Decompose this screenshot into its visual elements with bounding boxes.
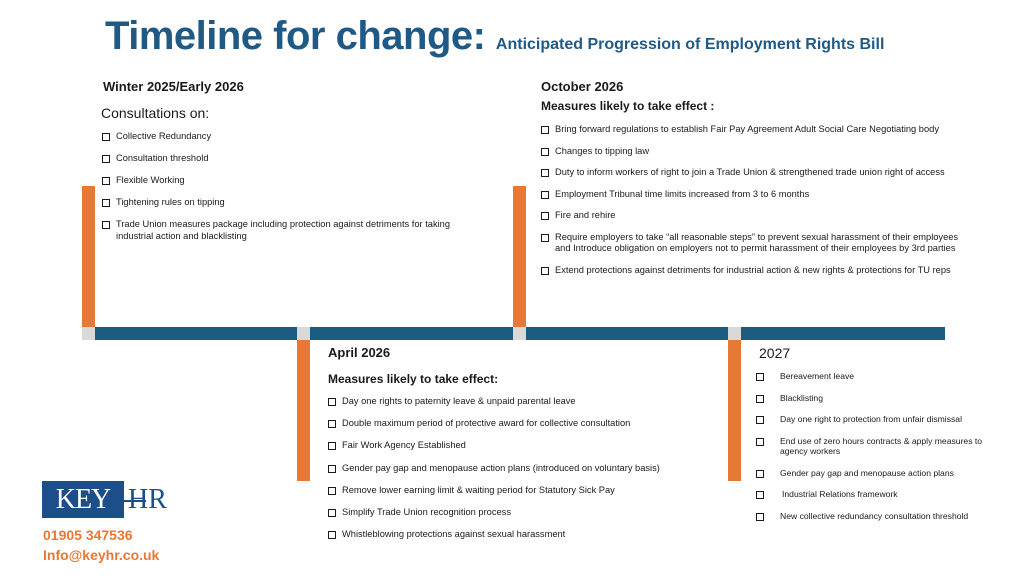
y2027-list: [756, 371, 1006, 521]
timeline-post-april: [297, 340, 310, 481]
checkbox-icon: [328, 487, 336, 495]
checkbox-icon: [756, 373, 764, 381]
winter-list: [102, 131, 472, 242]
april-subheading: Measures likely to take effect:: [328, 372, 499, 386]
checkbox-icon: [102, 221, 110, 229]
list-item: Day one rights to paternity leave & unpaid parental leave: [328, 396, 728, 408]
list-item: Fire and rehire: [541, 210, 961, 222]
list-item: Fair Work Agency Established: [328, 440, 728, 452]
checkbox-icon: [328, 420, 336, 428]
checkbox-icon: [756, 438, 764, 446]
title-subtitle: Anticipated Progression of Employment Rights Bill: [495, 36, 885, 53]
october-list: [541, 124, 961, 276]
list-item: Trade Union measures package including protection against detriments for taking industrial action and blacklisting: [102, 219, 472, 242]
list-item: Gender pay gap and menopause action plans (introduced on voluntary basis): [328, 463, 728, 475]
list-item: Employment Tribunal time limits increased from 3 to 6 months: [541, 189, 961, 201]
title-main: Timeline for change:: [105, 14, 486, 58]
checkbox-icon: [328, 531, 336, 539]
timeline-gap: [728, 327, 741, 340]
list-item: Bereavement leave: [756, 371, 1006, 382]
list-item: End use of zero hours contracts & apply measures to agency workers: [756, 436, 1006, 457]
list-item: Simplify Trade Union recognition process: [328, 507, 728, 519]
list-item: Tightening rules on tipping: [102, 197, 472, 209]
checkbox-icon: [541, 267, 549, 275]
list-item: Consultation threshold: [102, 153, 472, 165]
checkbox-icon: [541, 191, 549, 199]
list-item: Gender pay gap and menopause action plans: [756, 468, 1006, 479]
checkbox-icon: [756, 470, 764, 478]
list-item: Extend protections against detriments for industrial action & new rights & protections for TU reps: [541, 265, 961, 277]
timeline-gap: [513, 327, 526, 340]
page-title: [105, 14, 884, 59]
checkbox-icon: [756, 513, 764, 521]
checkbox-icon: [328, 465, 336, 473]
october-subheading: Measures likely to take effect :: [541, 99, 715, 113]
checkbox-icon: [756, 395, 764, 403]
contact-phone: 01905 347536: [43, 527, 133, 543]
list-item: Whistleblowing protections against sexual harassment: [328, 529, 728, 541]
list-item: Require employers to take “all reasonable steps” to prevent sexual harassment of their employees and Introduce obligation on employers not to permit harassment of their employees by 3rd parties: [541, 232, 961, 255]
checkbox-icon: [102, 177, 110, 185]
list-item: Remove lower earning limit & waiting period for Statutory Sick Pay: [328, 485, 728, 497]
timeline-post-winter: [82, 186, 95, 327]
winter-subheading: Consultations on:: [101, 105, 210, 121]
list-item: Duty to inform workers of right to join a Trade Union & strengthened trade union right of access: [541, 167, 961, 179]
winter-heading: Winter 2025/Early 2026: [103, 79, 244, 94]
checkbox-icon: [756, 491, 764, 499]
checkbox-icon: [102, 199, 110, 207]
list-item: Blacklisting: [756, 393, 1006, 404]
timeline-gap: [297, 327, 310, 340]
checkbox-icon: [102, 155, 110, 163]
checkbox-icon: [541, 234, 549, 242]
checkbox-icon: [328, 442, 336, 450]
list-item: Collective Redundancy: [102, 131, 472, 143]
list-item: New collective redundancy consultation threshold: [756, 511, 1006, 522]
logo-hr-text: HR: [128, 484, 167, 515]
list-item: Day one right to protection from unfair dismissal: [756, 414, 1006, 425]
checkbox-icon: [541, 126, 549, 134]
list-item: Bring forward regulations to establish Fair Pay Agreement Adult Social Care Negotiating body: [541, 124, 961, 136]
checkbox-icon: [756, 416, 764, 424]
list-item: Industrial Relations framework: [756, 489, 1006, 500]
y2027-heading: 2027: [759, 345, 791, 361]
contact-email[interactable]: Info@keyhr.co.uk: [43, 547, 160, 563]
april-list: [328, 396, 728, 541]
checkbox-icon: [541, 169, 549, 177]
timeline-gap: [82, 327, 95, 340]
checkbox-icon: [328, 509, 336, 517]
list-item: Changes to tipping law: [541, 146, 961, 158]
checkbox-icon: [541, 212, 549, 220]
list-item: Double maximum period of protective award for collective consultation: [328, 418, 728, 430]
timeline-post-october: [513, 186, 526, 327]
october-heading: October 2026: [541, 79, 624, 94]
april-heading: April 2026: [328, 345, 391, 360]
list-item: Flexible Working: [102, 175, 472, 187]
company-logo: [42, 481, 188, 518]
checkbox-icon: [541, 148, 549, 156]
timeline-post-2027: [728, 340, 741, 481]
checkbox-icon: [328, 398, 336, 406]
checkbox-icon: [102, 133, 110, 141]
logo-key-text: KEY: [42, 481, 124, 518]
